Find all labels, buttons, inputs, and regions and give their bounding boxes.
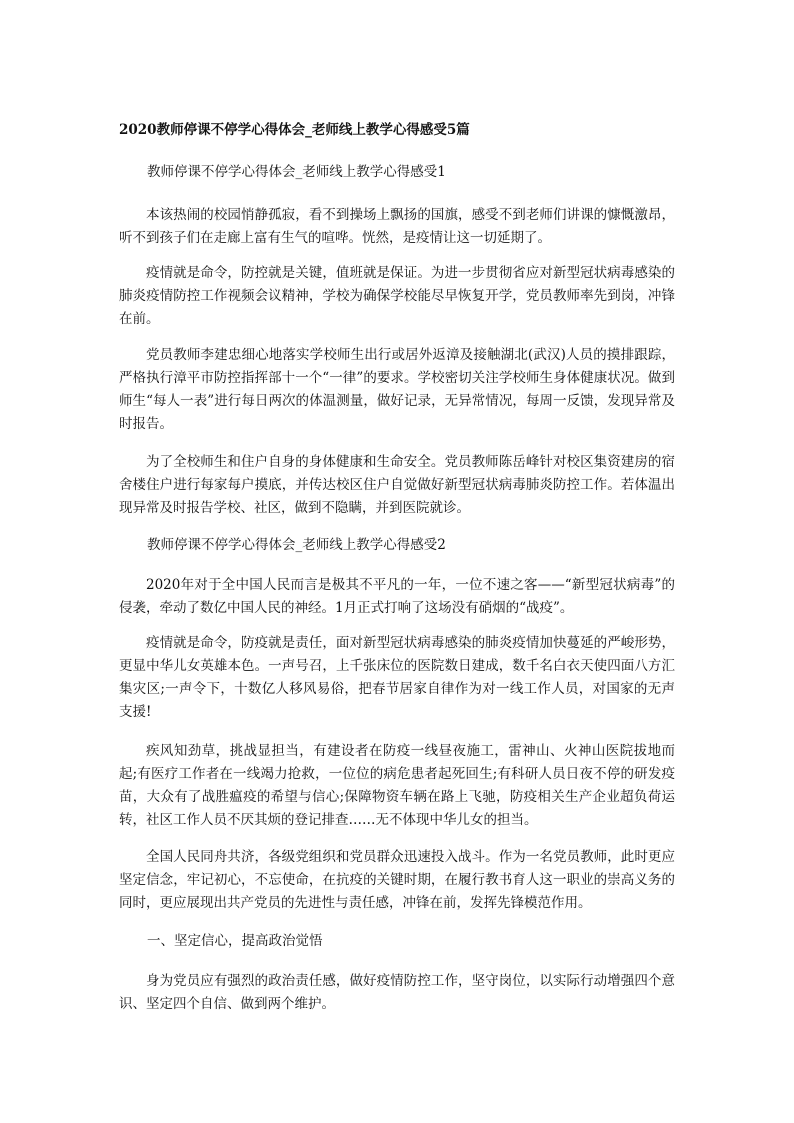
paragraph-7: 疾风知劲草，挑战显担当，有建设者在防疫一线昼夜施工，雷神山、火神山医院拔地而起;有医疗工作者在一线竭力抢救，一位位的病危患者起死回生;有科研人员日夜不停的研发疫苗，大众有了战胜瘟疫的希望与信心;保障物资车辆在路上飞驰，防疫相关生产企业超负荷运转，社区工作人员不厌其烦的登记排查……无不体现中华儿女的担当。 bbox=[119, 743, 675, 828]
section-heading-3: 一、坚定信心，提高政治觉悟 bbox=[147, 933, 323, 949]
paragraph-4: 为了全校师生和住户自身的身体健康和生命安全。党员教师陈岳峰针对校区集资建房的宿舍楼住户进行每家每户摸底，并传达校区住户自觉做好新型冠状病毒肺炎防控工作。若体温出现异常及时报告学校、社区，做到不隐瞒，并到医院就诊。 bbox=[119, 454, 675, 516]
section-heading-1: 教师停课不停学心得体会_老师线上教学心得感受1 bbox=[147, 164, 446, 180]
paragraph-9: 身为党员应有强烈的政治责任感，做好疫情防控工作，坚守岗位，以实际行动增强四个意识、坚定四个自信、做到两个维护。 bbox=[119, 973, 675, 1012]
paragraph-8: 全国人民同舟共济，各级党组织和党员群众迅速投入战斗。作为一名党员教师，此时更应坚定信念，牢记初心，不忘使命，在抗疫的关键时期，在履行教书育人这一职业的崇高义务的同时，更应展现出共产党员的先进性与责任感，冲锋在前，发挥先锋模范作用。 bbox=[119, 849, 675, 911]
paragraph-2: 疫情就是命令，防控就是关键，值班就是保证。为进一步贯彻省应对新型冠状病毒感染的肺炎疫情防控工作视频会议精神，学校为确保学校能尽早恢复开学，党员教师率先到岗，冲锋在前。 bbox=[119, 265, 675, 327]
section-heading-2: 教师停课不停学心得体会_老师线上教学心得感受2 bbox=[147, 537, 446, 553]
paragraph-6: 疫情就是命令，防疫就是责任，面对新型冠状病毒感染的肺炎疫情加快蔓延的严峻形势，更显中华儿女英雄本色。一声号召，上千张床位的医院数日建成，数千名白衣天使四面八方汇集灾区;一声令下，十数亿人移风易俗，把春节居家自律作为对一线工作人员，对国家的无声支援! bbox=[119, 635, 675, 720]
document-title: 2020教师停课不停学心得体会_老师线上教学心得感受5篇 bbox=[119, 122, 470, 138]
paragraph-5: 2020年对于全中国人民而言是极其不平凡的一年，一位不速之客——“新型冠状病毒”的侵袭，牵动了数亿中国人民的神经。1月正式打响了这场没有硝烟的“战疫”。 bbox=[119, 577, 675, 616]
paragraph-3: 党员教师李建忠细心地落实学校师生出行或居外返漳及接触湖北(武汉)人员的摸排跟踪，严格执行漳平市防控指挥部十一个“一律”的要求。学校密切关注学校师生身体健康状况。做到师生“每人一表”进行每日两次的体温测量，做好记录，无异常情况，每周一反馈，发现异常及时报告。 bbox=[119, 347, 675, 432]
paragraph-1: 本该热闹的校园悄静孤寂，看不到操场上飘扬的国旗，感受不到老师们讲课的慷慨激昂，听不到孩子们在走廊上富有生气的喧哗。恍然，是疫情让这一切延期了。 bbox=[119, 207, 675, 246]
